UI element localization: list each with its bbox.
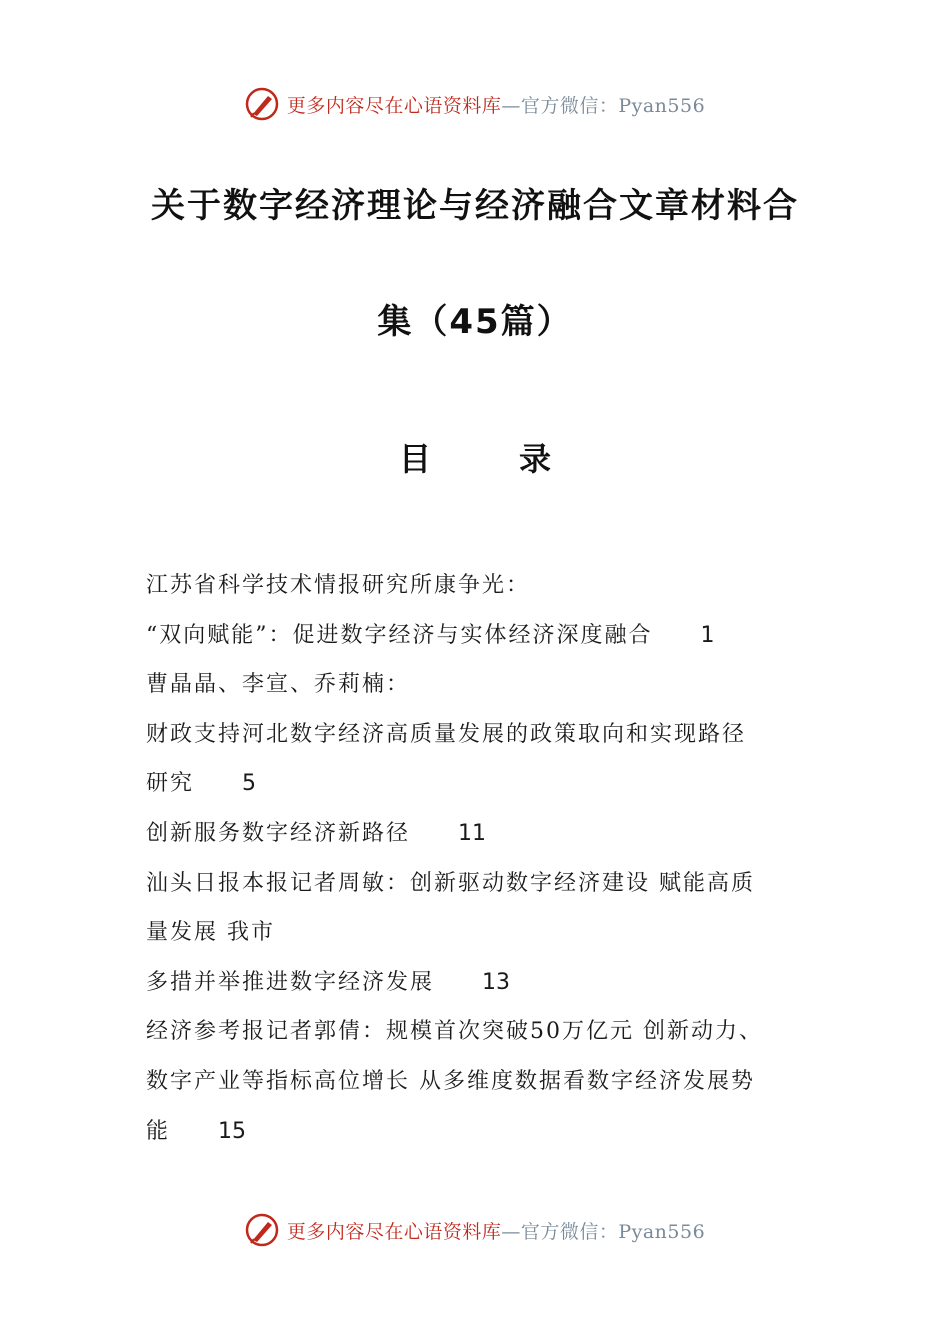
toc-line	[146, 1012, 836, 1062]
quill-pen-logo-icon	[245, 1213, 279, 1247]
toc-line	[146, 616, 836, 666]
toc-line-text: 曹晶晶、李宣、乔莉楠：	[146, 672, 411, 698]
watermark-banner-bottom	[0, 1208, 950, 1252]
toc-line	[146, 864, 836, 914]
watermark-tail: —官方微信：Pyan556	[501, 94, 706, 117]
document-title-line-2: 集（45篇）	[377, 302, 573, 342]
toc-line	[146, 913, 836, 963]
toc-line-text: 能	[146, 1118, 171, 1144]
watermark-tail: —官方微信：Pyan556	[501, 1220, 706, 1243]
toc-page-number: 13	[482, 969, 511, 995]
toc-line-text: 数字产业等指标高位增长 从多维度数据看数字经济发展势	[146, 1068, 755, 1094]
document-title-line-1: 关于数字经济理论与经济融合文章材料合	[151, 186, 799, 226]
watermark-text	[287, 1217, 705, 1244]
toc-page-number: 1	[700, 622, 715, 648]
watermark-lead: 更多内容尽在心语资料库	[286, 94, 502, 117]
toc-page-number: 15	[218, 1118, 247, 1144]
toc-line	[146, 715, 836, 765]
toc-line	[146, 1112, 836, 1162]
toc-line-text: 江苏省科学技术情报研究所康争光：	[146, 573, 531, 598]
toc-line	[146, 814, 836, 864]
toc-line	[146, 566, 836, 616]
toc-line-text: 多措并举推进数字经济发展	[146, 969, 435, 995]
toc-line-text: 经济参考报记者郭倩：规模首次突破50万亿元 创新动力、	[146, 1019, 763, 1045]
toc-line-text: 研究	[146, 771, 195, 797]
toc-line-text: 量发展 我市	[146, 920, 275, 946]
quill-pen-logo-icon	[245, 87, 279, 121]
toc-line-text: 汕头日报本报记者周敏：创新驱动数字经济建设 赋能高质	[146, 870, 755, 896]
toc-page-number: 11	[458, 820, 487, 846]
table-of-contents	[146, 566, 836, 1161]
toc-line-text: 财政支持河北数字经济高质量发展的政策取向和实现路径	[146, 721, 747, 747]
toc-line	[146, 1062, 836, 1112]
toc-line	[146, 665, 836, 715]
toc-line-text: 创新服务数字经济新路径	[146, 820, 411, 846]
toc-heading: 目录	[398, 440, 639, 478]
toc-line	[146, 764, 836, 814]
watermark-text	[287, 91, 705, 118]
watermark-banner-top	[0, 82, 950, 126]
toc-page-number: 5	[242, 771, 257, 797]
watermark-lead: 更多内容尽在心语资料库	[286, 1220, 502, 1243]
toc-line	[146, 963, 836, 1013]
toc-line-text: “双向赋能”：促进数字经济与实体经济深度融合	[146, 622, 653, 648]
